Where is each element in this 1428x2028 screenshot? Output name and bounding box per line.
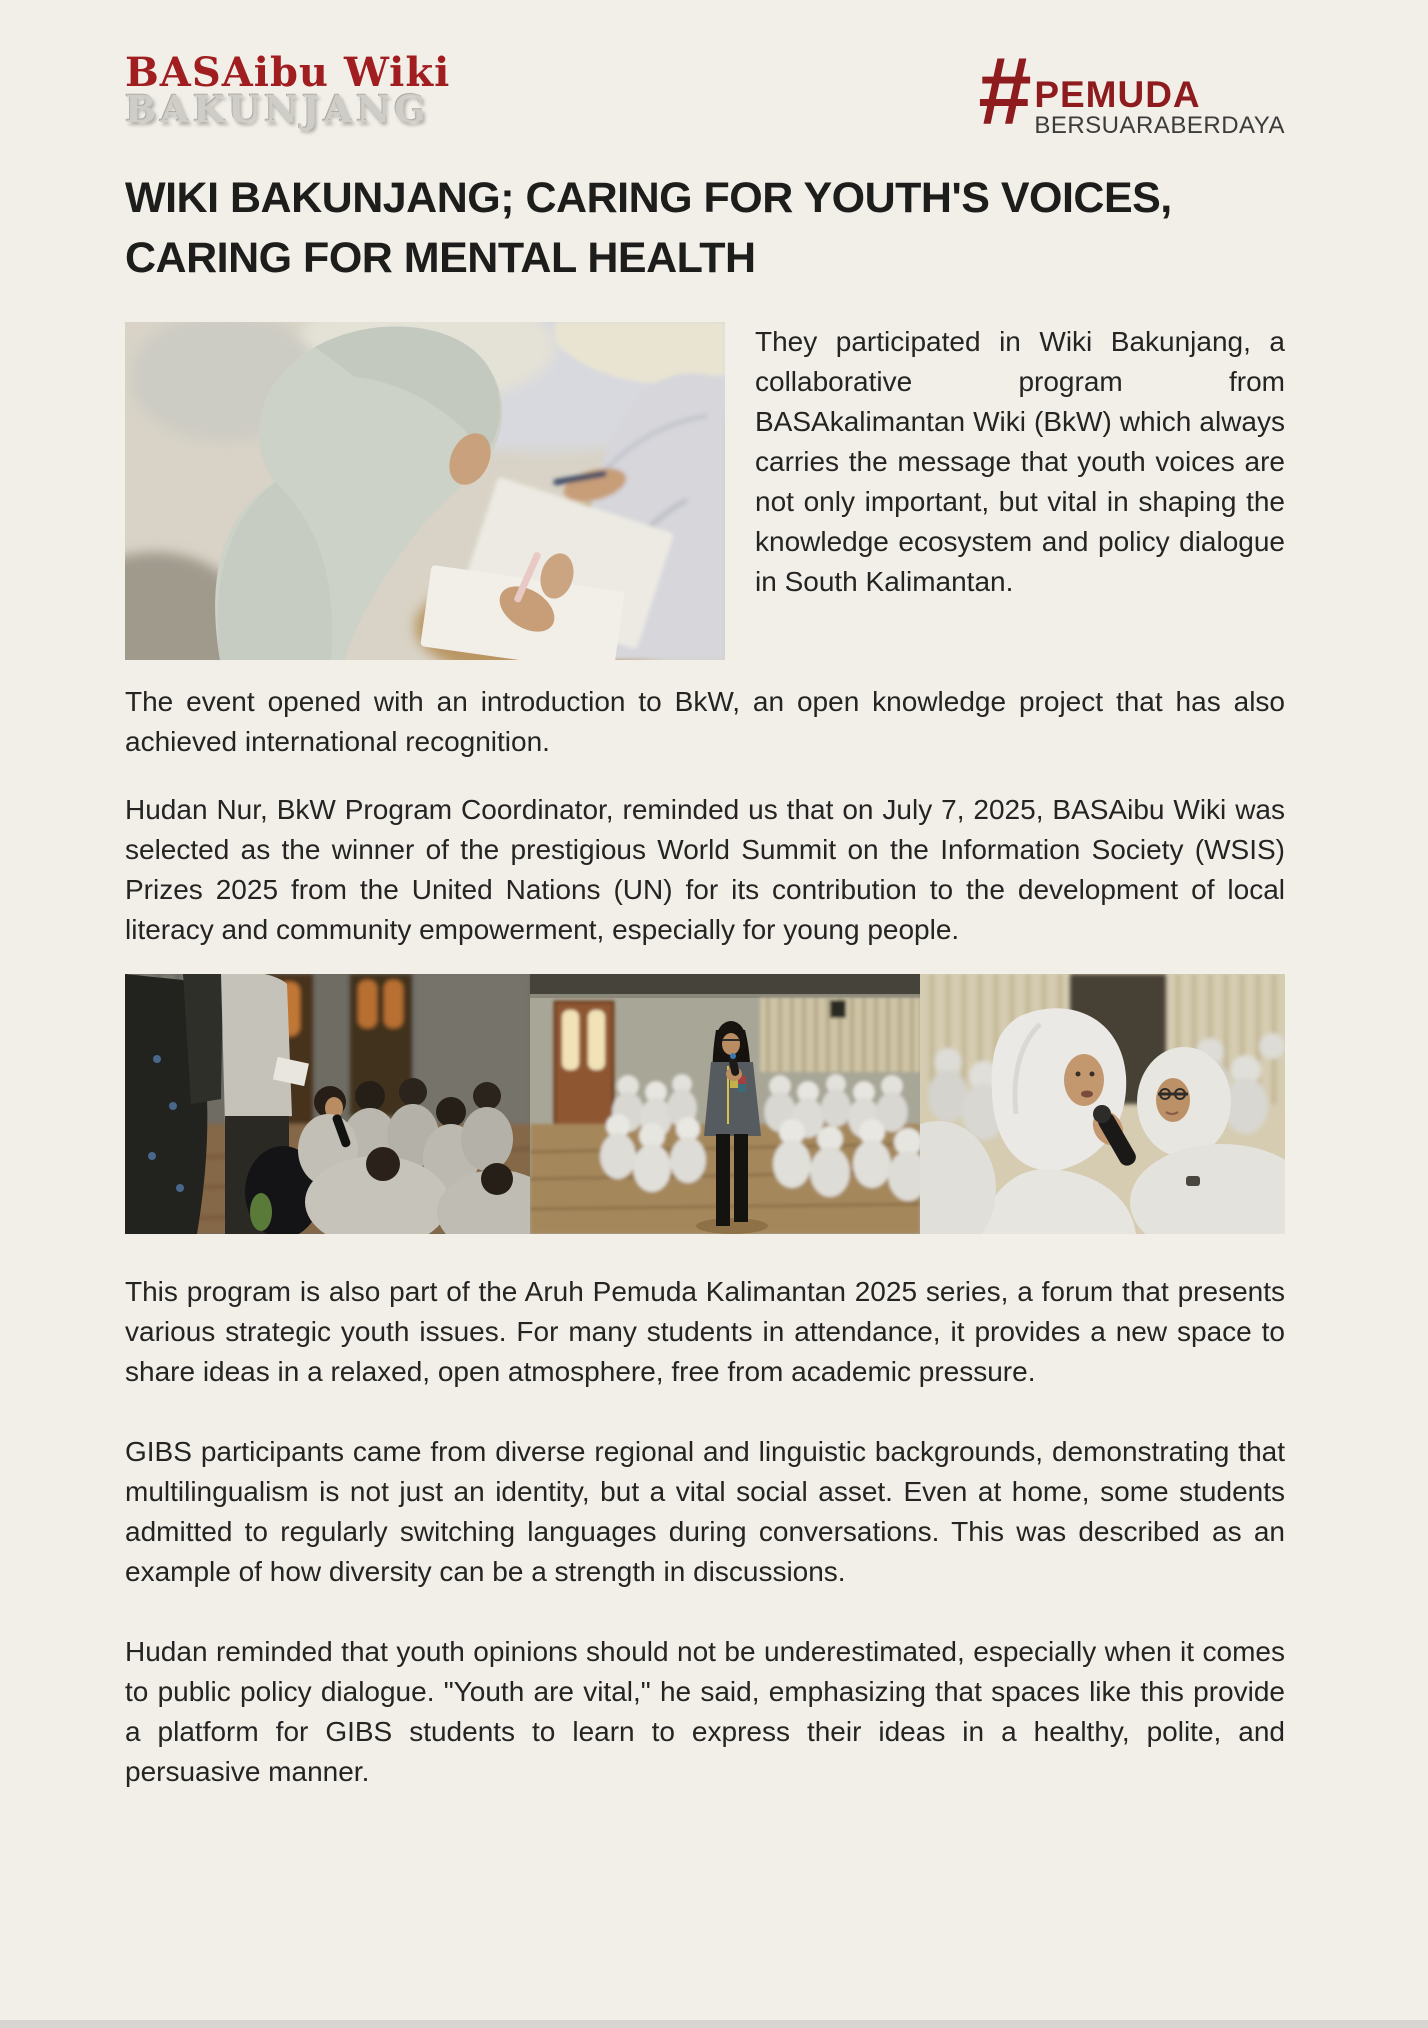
- basaibu-wiki-logo: [125, 49, 451, 131]
- collage-photo-seated-boys: [125, 974, 530, 1234]
- brand-title: BASAibu Wiki: [125, 49, 451, 96]
- pemuda-wordmark: PEMUDA: [1034, 74, 1201, 115]
- masthead: [125, 38, 1285, 145]
- article-title-line1: WIKI BAKUNJANG; CARING FOR YOUTH'S VOICES,: [125, 174, 1172, 222]
- brand-subtitle: BAKUNJANG: [125, 87, 430, 131]
- paragraph-youth-opinions: Hudan reminded that youth opinions should not be underestimated, especially when it comes to public policy dialogue. "Youth are vital," he said, emphasizing that spaces like this provide a platform for GIBS students to learn to express their ideas in a healthy, polite, and persuasive manner.: [125, 1636, 1285, 1787]
- collage-photo-girl-with-mic: [920, 974, 1285, 1234]
- collage-photo-speaker: [530, 974, 920, 1234]
- paragraph-aruh-pemuda: This program is also part of the Aruh Pemuda Kalimantan 2025 series, a forum that presents various strategic youth issues. For many students in attendance, it provides a new space to share ideas in a relaxed, open atmosphere, free from academic pressure.: [125, 1276, 1285, 1387]
- lead-section: [125, 322, 1285, 660]
- paragraph-gibs-participants: GIBS participants came from diverse regional and linguistic backgrounds, demonstrating that multilingualism is not just an identity, but a vital social asset. Even at home, some students admitted to regularly switching languages during conversations. This was described as an example of how diversity can be a strength in discussions.: [125, 1436, 1285, 1587]
- hashtag-icon: #: [976, 38, 1027, 145]
- pemuda-logo-text: [1034, 56, 1285, 139]
- lead-paragraph: They participated in Wiki Bakunjang, a collaborative program from BASAkalimantan Wiki (BkW) which always carries the message that youth voices are not only important, but vital in shaping the knowledge ecosystem and policy dialogue in South Kalimantan.: [755, 326, 1285, 597]
- inline-photo-students-writing: [125, 322, 725, 660]
- pemuda-logo: [976, 38, 1285, 145]
- article-title: [125, 168, 1285, 288]
- paragraph-event-intro: The event opened with an introduction to BkW, an open knowledge project that has also achieved international recognition.: [125, 686, 1285, 757]
- paragraph-wsis-award: Hudan Nur, BkW Program Coordinator, reminded us that on July 7, 2025, BASAibu Wiki was selected as the winner of the prestigious World Summit on the Information Society (WSIS) Prizes 2025 from the United Nations (UN) for its contribution to the development of local literacy and community empowerment, especially for young people.: [125, 794, 1285, 945]
- article-title-line2: CARING FOR MENTAL HEALTH: [125, 234, 756, 282]
- page-bottom-edge: [0, 2020, 1428, 2028]
- pemuda-tagline: BERSUARABERDAYA: [1034, 112, 1285, 139]
- photo-collage: [125, 974, 1285, 1234]
